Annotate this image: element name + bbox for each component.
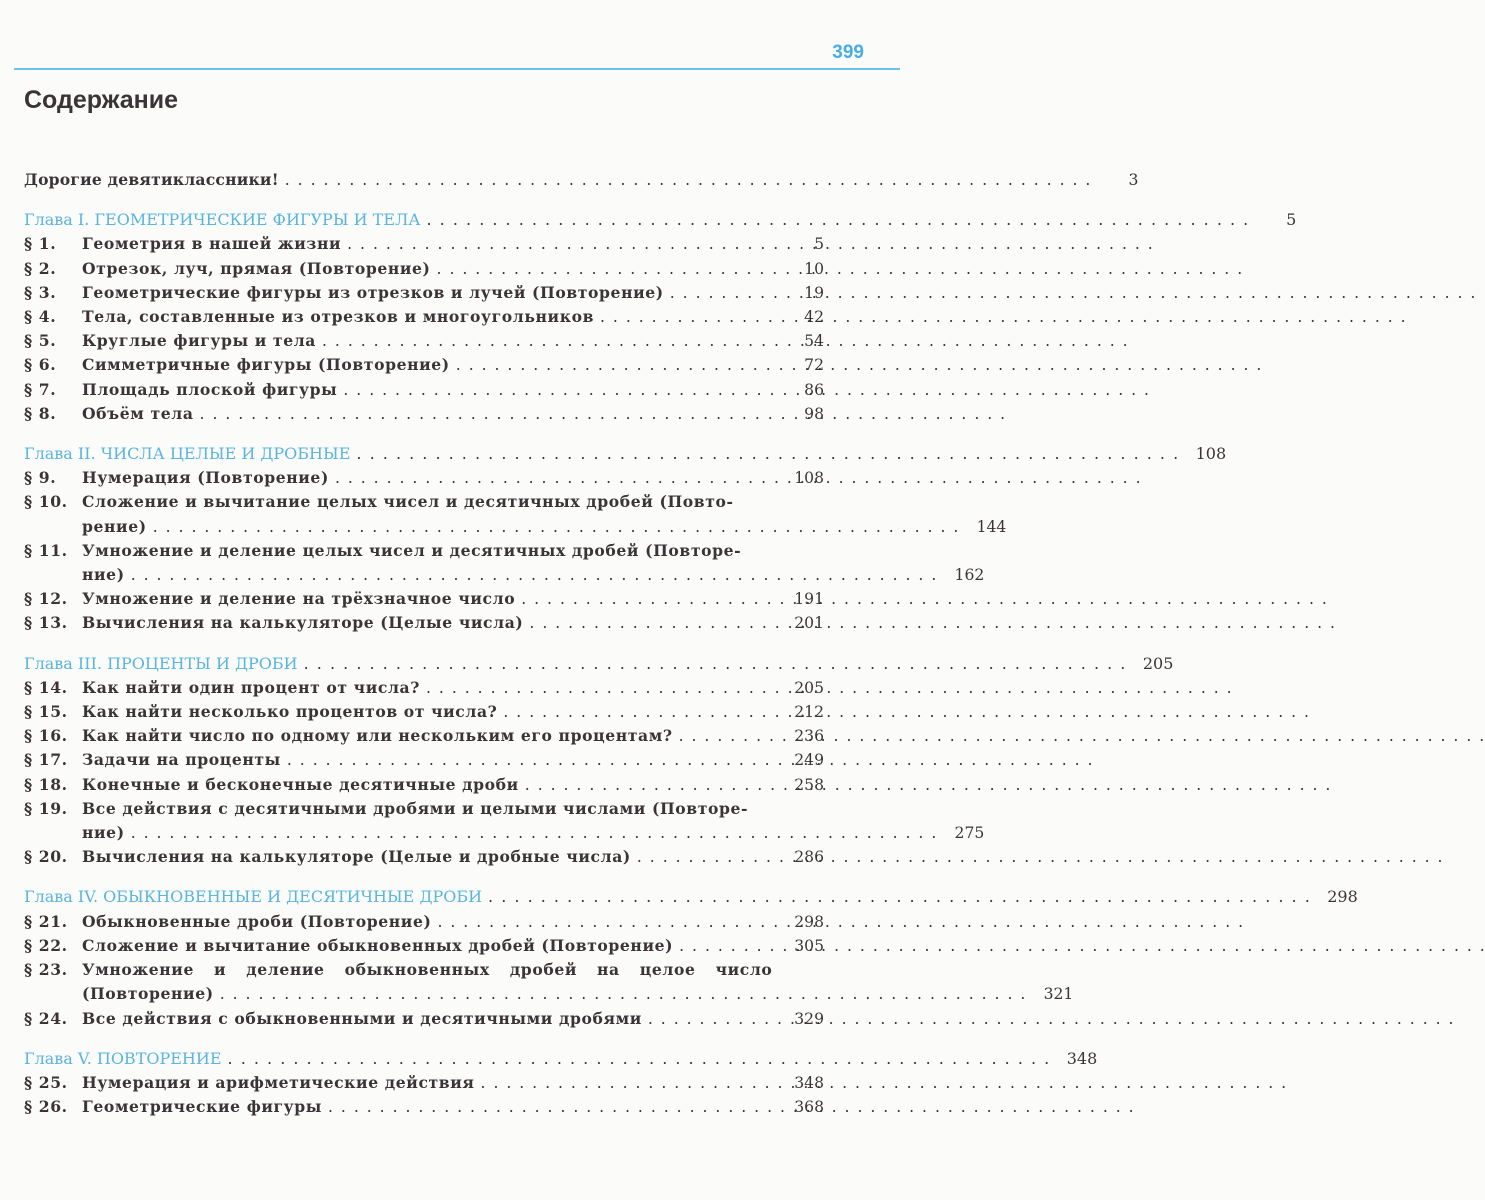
toc-section-entry[interactable]	[24, 257, 824, 281]
toc-section-entry[interactable]	[24, 1071, 824, 1095]
section-title-line-1: Умножение и деление целых чисел и десятичных дробей (Повторе-	[82, 540, 742, 560]
dot-leader	[437, 257, 1243, 281]
section-title-line-1: Умножение и деление обыкновенных дробей на целое число	[82, 960, 773, 980]
section-title: Круглые фигуры и тела	[82, 331, 317, 351]
section-page: 10	[804, 259, 824, 278]
section-number: § 3.	[24, 282, 57, 302]
section-page: 191	[794, 590, 824, 609]
section-title: Вычисления на калькуляторе (Целые числа)	[82, 613, 524, 633]
toc-section-entry[interactable]	[24, 724, 824, 748]
dot-leader	[220, 982, 1026, 1006]
section-page: 236	[794, 727, 824, 746]
toc-section-entry[interactable]	[24, 466, 824, 490]
section-number: § 13.	[24, 613, 68, 633]
section-title: Площадь плоской фигуры	[82, 379, 338, 399]
section-page: 162	[954, 566, 985, 585]
section-page: 275	[954, 824, 985, 843]
chapter-title: Глава III. ПРОЦЕНТЫ И ДРОБИ	[24, 653, 298, 673]
section-title-line-2: рение)	[82, 516, 147, 536]
section-page: 212	[794, 703, 824, 722]
section-number: § 1.	[24, 234, 57, 254]
chapter-page: 205	[1142, 653, 1174, 673]
section-title: Умножение и деление на трёхзначное число	[82, 589, 516, 609]
section-number: § 18.	[24, 774, 68, 794]
section-title: Все действия с обыкновенными и десятичными дробями	[82, 1008, 642, 1028]
dot-leader	[525, 773, 1331, 797]
toc-section-entry[interactable]	[24, 539, 985, 587]
section-page: 72	[804, 356, 824, 375]
section-title-line-1: Все действия с десятичными дробями и целыми числами (Повторе-	[82, 798, 749, 818]
toc-section-entry[interactable]	[24, 1095, 824, 1119]
section-title: Тела, составленные из отрезков и многоугольников	[82, 307, 595, 327]
chapter-page: 108	[1195, 444, 1227, 464]
section-number: § 9.	[24, 468, 57, 488]
toc-section-entry[interactable]	[24, 490, 1007, 538]
section-page: 258	[794, 775, 824, 794]
toc-section-entry[interactable]	[24, 910, 824, 934]
toc-section-entry[interactable]	[24, 353, 824, 377]
section-number: § 20.	[24, 847, 68, 867]
section-title-line-2: ние)	[82, 823, 125, 843]
dot-leader	[488, 885, 1310, 909]
section-page: 249	[794, 751, 824, 770]
section-number: § 25.	[24, 1072, 68, 1092]
dot-leader	[343, 378, 1149, 402]
section-number: § 4.	[24, 307, 57, 327]
toc-chapter-entry[interactable]	[24, 442, 1227, 466]
dot-leader	[648, 1007, 1454, 1031]
section-title: Как найти число по одному или нескольким его процентам?	[82, 726, 673, 746]
toc-section-entry[interactable]	[24, 797, 985, 845]
toc-entry-title: Дорогие девятиклассники!	[24, 170, 279, 189]
toc-section-entry[interactable]	[24, 402, 824, 426]
section-number: § 5.	[24, 331, 57, 351]
toc-chapter-entry[interactable]	[24, 1047, 1098, 1071]
section-number: § 23.	[24, 960, 68, 980]
section-page: 98	[804, 404, 824, 423]
section-title: Как найти несколько процентов от числа?	[82, 702, 498, 722]
dot-leader	[304, 652, 1126, 676]
toc-section-entry[interactable]	[24, 305, 824, 329]
dot-leader	[131, 563, 937, 587]
toc-section-entry[interactable]	[24, 1007, 824, 1031]
section-title: Как найти один процент от числа?	[82, 677, 420, 697]
section-number: § 16.	[24, 726, 68, 746]
chapter-page: 5	[1286, 210, 1297, 230]
toc-section-entry[interactable]	[24, 378, 824, 402]
section-page: 205	[794, 678, 824, 697]
page-title: Содержание	[24, 86, 179, 114]
section-title: Задачи на проценты	[82, 750, 281, 770]
toc-chapter-entry[interactable]	[24, 652, 1174, 676]
dot-leader	[529, 611, 1335, 635]
toc-section-entry[interactable]	[24, 845, 824, 869]
page-header	[14, 40, 900, 68]
section-title-line-2: ние)	[82, 565, 125, 585]
section-number: § 15.	[24, 702, 68, 722]
section-title: Конечные и бесконечные десятичные дроби	[82, 774, 519, 794]
section-page: 5	[814, 235, 824, 254]
chapter-page: 348	[1066, 1048, 1098, 1068]
toc-intro-entry[interactable]	[24, 168, 1139, 192]
section-page: 108	[794, 469, 824, 488]
section-number: § 21.	[24, 911, 68, 931]
toc-section-entry[interactable]	[24, 700, 824, 724]
section-title: Нумерация (Повторение)	[82, 468, 329, 488]
toc-chapter-entry[interactable]	[24, 208, 1297, 232]
chapter-title: Глава V. ПОВТОРЕНИЕ	[24, 1048, 222, 1068]
section-title: Геометрия в нашей жизни	[82, 234, 342, 254]
page-number: 399	[832, 42, 864, 63]
toc-section-entry[interactable]	[24, 676, 824, 700]
toc-section-entry[interactable]	[24, 958, 1074, 1006]
dot-leader	[131, 821, 937, 845]
section-page: 298	[794, 912, 824, 931]
section-number: § 26.	[24, 1097, 68, 1117]
section-number: § 24.	[24, 1008, 68, 1028]
section-page: 144	[976, 517, 1007, 536]
dot-leader	[426, 676, 1232, 700]
chapter-page: 298	[1327, 887, 1358, 907]
section-title: Отрезок, луч, прямая (Повторение)	[82, 258, 431, 278]
section-title: Нумерация и арифметические действия	[82, 1072, 475, 1092]
dot-leader	[356, 442, 1178, 466]
toc-section-entry[interactable]	[24, 232, 824, 256]
section-page: 54	[804, 332, 824, 351]
section-number: § 12.	[24, 589, 68, 609]
section-number: § 10.	[24, 492, 68, 512]
toc-section-entry[interactable]	[24, 329, 824, 353]
section-title: Обыкновенные дроби (Повторение)	[82, 911, 432, 931]
section-page: 329	[794, 1009, 824, 1028]
chapter-title: Глава IV. ОБЫКНОВЕННЫЕ И ДЕСЯТИЧНЫЕ ДРОБИ	[24, 887, 483, 907]
dot-leader	[427, 208, 1249, 232]
dot-leader	[503, 700, 1309, 724]
section-number: § 22.	[24, 935, 68, 955]
dot-leader	[328, 1095, 1134, 1119]
table-of-contents	[24, 168, 1358, 1119]
dot-leader	[228, 1047, 1050, 1071]
dot-leader	[285, 168, 1091, 192]
section-page: 305	[794, 936, 824, 955]
toc-entry-page: 3	[1128, 171, 1139, 189]
section-number: § 14.	[24, 677, 68, 697]
dot-leader	[437, 910, 1243, 934]
dot-leader	[200, 402, 1006, 426]
section-page: 368	[794, 1098, 824, 1117]
section-number: § 8.	[24, 403, 57, 423]
section-title-line-1: Сложение и вычитание целых чисел и десятичных дробей (Повто-	[82, 492, 734, 512]
section-title-line-2: (Повторение)	[82, 984, 214, 1004]
toc-section-entry[interactable]	[24, 587, 824, 611]
toc-chapter-entry[interactable]	[24, 885, 1358, 909]
section-title: Сложение и вычитание обыкновенных дробей (Повторение)	[82, 935, 674, 955]
chapter-title: Глава I. ГЕОМЕТРИЧЕСКИЕ ФИГУРЫ И ТЕЛА	[24, 210, 421, 230]
section-title: Симметричные фигуры (Повторение)	[82, 355, 450, 375]
toc-section-entry[interactable]	[24, 773, 824, 797]
dot-leader	[637, 845, 1443, 869]
section-number: § 19.	[24, 798, 68, 818]
dot-leader	[153, 515, 959, 539]
section-title: Геометрические фигуры	[82, 1097, 322, 1117]
dot-leader	[600, 305, 1406, 329]
toc-section-entry[interactable]	[24, 934, 824, 958]
section-number: § 17.	[24, 750, 68, 770]
section-page: 19	[804, 283, 824, 302]
section-page: 286	[794, 848, 824, 867]
dot-leader	[456, 353, 1262, 377]
section-page: 42	[804, 308, 824, 327]
section-number: § 11.	[24, 540, 68, 560]
header-rule	[14, 68, 900, 70]
section-page: 86	[804, 380, 824, 399]
toc-section-entry[interactable]	[24, 281, 824, 305]
dot-leader	[335, 466, 1141, 490]
section-page: 321	[1043, 985, 1074, 1004]
section-page: 201	[794, 614, 824, 633]
dot-leader	[481, 1071, 1287, 1095]
chapter-title: Глава II. ЧИСЛА ЦЕЛЫЕ И ДРОБНЫЕ	[24, 444, 351, 464]
section-title: Вычисления на калькуляторе (Целые и дробные числа)	[82, 847, 631, 867]
dot-leader	[322, 329, 1128, 353]
dot-leader	[521, 587, 1327, 611]
section-number: § 2.	[24, 258, 57, 278]
section-number: § 6.	[24, 355, 57, 375]
section-title: Объём тела	[82, 403, 194, 423]
toc-section-entry[interactable]	[24, 748, 824, 772]
section-page: 348	[794, 1073, 824, 1092]
section-number: § 7.	[24, 379, 57, 399]
dot-leader	[347, 232, 1153, 256]
dot-leader	[287, 748, 1093, 772]
section-title: Геометрические фигуры из отрезков и лучей (Повторение)	[82, 282, 664, 302]
toc-section-entry[interactable]	[24, 611, 824, 635]
